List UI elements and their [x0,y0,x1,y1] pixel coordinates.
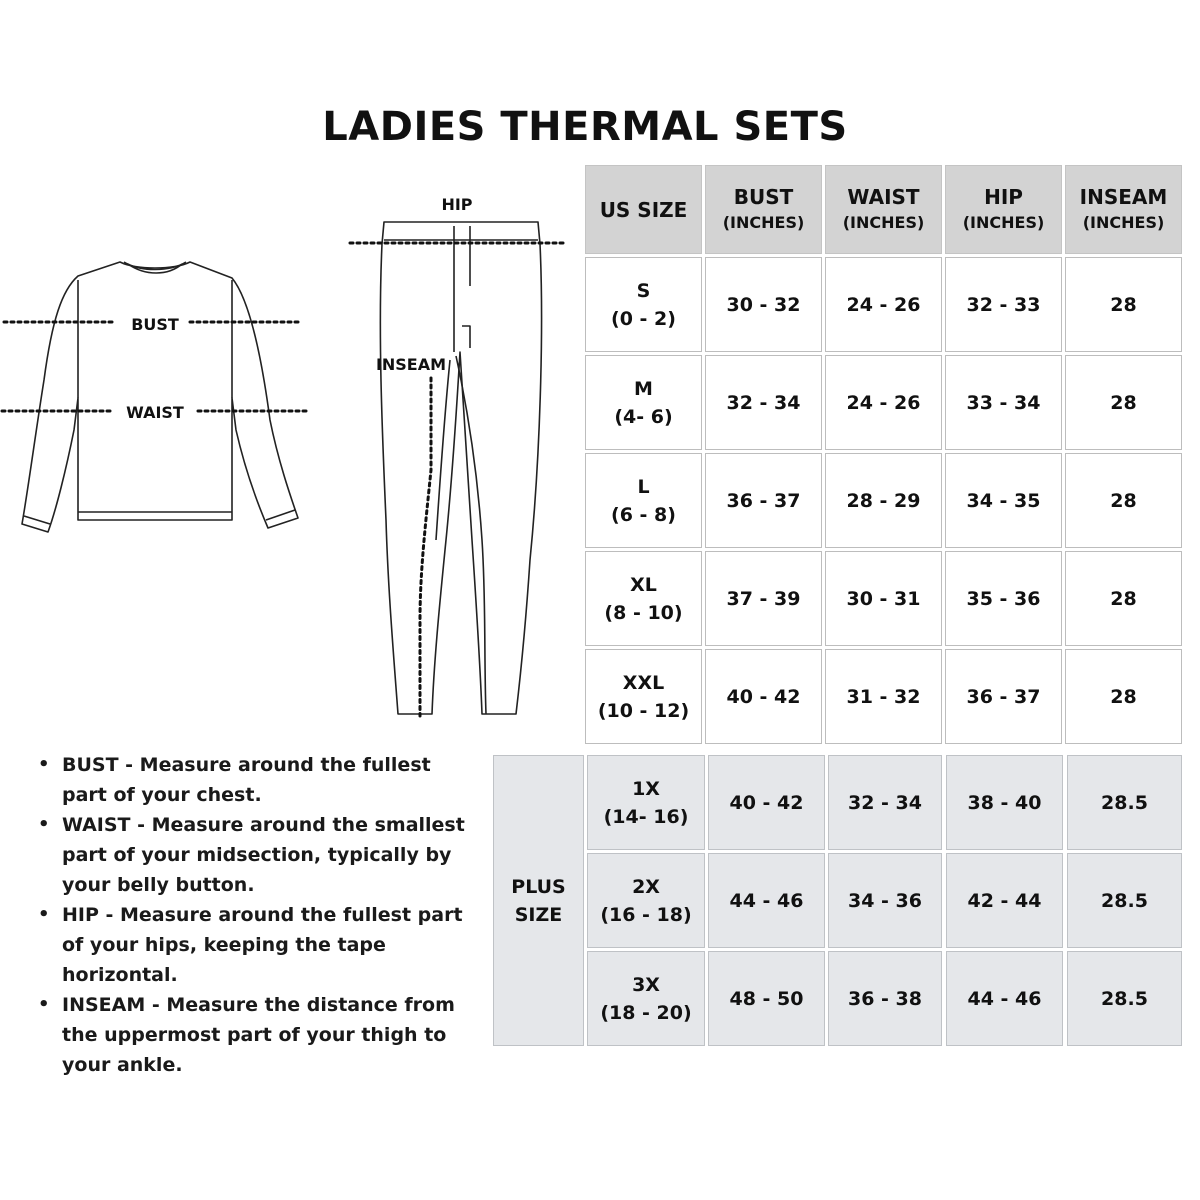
page-title: LADIES THERMAL SETS [322,104,848,150]
size-range: (6 - 8) [611,503,676,526]
inseam-label: INSEAM [375,355,447,374]
size-name: XL [630,573,657,596]
bust-label: BUST [131,315,179,334]
size-range: (8 - 10) [604,601,683,624]
size-name: M [634,377,653,400]
shirt-illustration [22,262,298,532]
size-cell [585,649,702,744]
size-name: L [637,475,650,498]
waist-cell: 28 - 29 [825,453,942,548]
inseam-cell: 28.5 [1067,951,1182,1046]
header-inseam-label: INSEAM [1079,184,1168,209]
size-cell [585,257,702,352]
size-cell [585,551,702,646]
inseam-cell: 28 [1065,453,1182,548]
note-bust: • BUST - Measure around the fullest part of your chest. [36,750,476,810]
waist-cell: 34 - 36 [828,853,942,948]
size-cell [585,453,702,548]
header-bust [705,165,822,254]
bust-cell: 40 - 42 [708,755,825,850]
header-waist-label: WAIST [847,184,920,209]
hip-cell: 34 - 35 [945,453,1062,548]
plus-label-line2: SIZE [514,903,563,926]
waist-cell: 32 - 34 [828,755,942,850]
garment-diagram [0,0,600,740]
note-hip: • HIP - Measure around the fullest part of your hips, keeping the tape horizontal. [36,900,476,990]
plus-size-label [493,755,584,1046]
bust-cell: 30 - 32 [705,257,822,352]
inseam-cell: 28.5 [1067,853,1182,948]
inseam-cell: 28 [1065,551,1182,646]
size-cell [587,853,705,948]
waist-cell: 36 - 38 [828,951,942,1046]
measurement-notes [36,750,476,1080]
inseam-cell: 28 [1065,355,1182,450]
size-range: (0 - 2) [611,307,676,330]
size-name: 3X [632,973,660,996]
bust-cell: 32 - 34 [705,355,822,450]
size-cell [587,951,705,1046]
size-name: S [636,279,651,302]
size-range: (18 - 20) [600,1001,692,1024]
hip-cell: 36 - 37 [945,649,1062,744]
hip-cell: 33 - 34 [945,355,1062,450]
plus-label-line1: PLUS [511,875,566,898]
header-inseam [1065,165,1182,254]
bust-cell: 44 - 46 [708,853,825,948]
size-range: (10 - 12) [597,699,690,722]
inseam-cell: 28.5 [1067,755,1182,850]
pants-illustration [380,222,541,714]
header-hip-unit: (INCHES) [962,212,1045,232]
header-bust-label: BUST [733,184,794,209]
header-us-size [585,165,702,254]
header-hip [945,165,1062,254]
inseam-cell: 28 [1065,257,1182,352]
hip-cell: 44 - 46 [946,951,1063,1046]
size-name: 2X [632,875,660,898]
header-bust-unit: (INCHES) [722,212,805,232]
header-inseam-unit: (INCHES) [1082,212,1165,232]
hip-cell: 35 - 36 [945,551,1062,646]
bust-cell: 40 - 42 [705,649,822,744]
inseam-cell: 28 [1065,649,1182,744]
size-cell [585,355,702,450]
size-range: (14- 16) [603,805,689,828]
hip-label: HIP [441,195,473,214]
waist-cell: 31 - 32 [825,649,942,744]
size-range: (4- 6) [614,405,673,428]
waist-cell: 24 - 26 [825,257,942,352]
hip-cell: 32 - 33 [945,257,1062,352]
size-name: 1X [632,777,660,800]
header-us-size-label: US SIZE [599,197,688,222]
header-waist-unit: (INCHES) [842,212,925,232]
hip-cell: 42 - 44 [946,853,1063,948]
note-inseam: • INSEAM - Measure the distance from the uppermost part of your thigh to your ankle. [36,990,476,1080]
size-name: XXL [622,671,665,694]
waist-cell: 30 - 31 [825,551,942,646]
bust-cell: 37 - 39 [705,551,822,646]
hip-cell: 38 - 40 [946,755,1063,850]
bust-cell: 48 - 50 [708,951,825,1046]
header-hip-label: HIP [984,184,1023,209]
note-waist: • WAIST - Measure around the smallest part of your midsection, typically by your belly button. [36,810,476,900]
size-cell [587,755,705,850]
waist-cell: 24 - 26 [825,355,942,450]
size-range: (16 - 18) [600,903,692,926]
bust-cell: 36 - 37 [705,453,822,548]
waist-label: WAIST [126,403,184,422]
header-waist [825,165,942,254]
